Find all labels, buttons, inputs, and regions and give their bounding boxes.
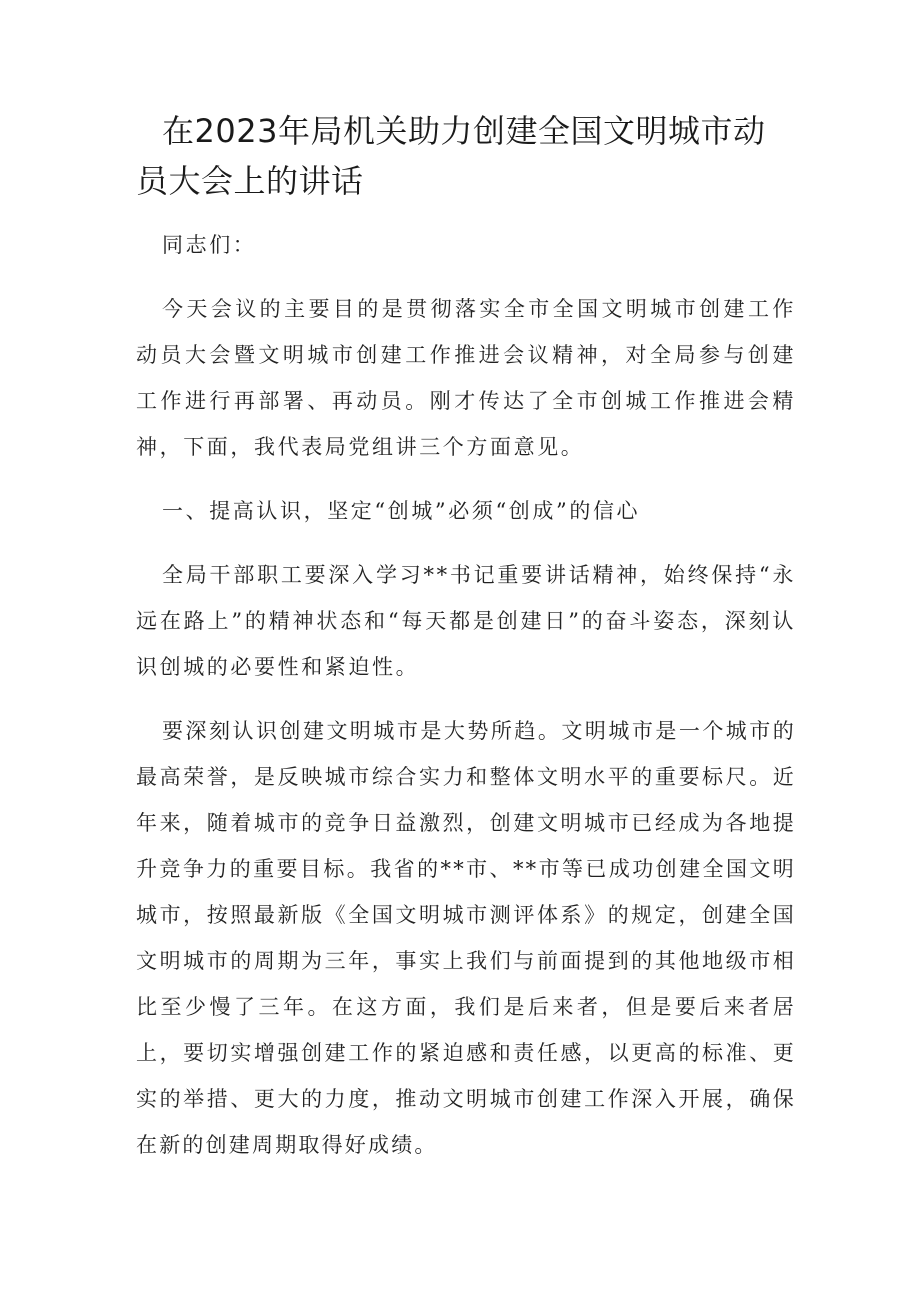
section-heading-1: 一、提高认识，坚定“创城”必须“创成”的信心	[162, 499, 641, 523]
paragraph-study: 全局干部职工要深入学习**书记重要讲话精神，始终保持“永远在路上”的精神状态和“每天都是创建日”的奋斗姿态，深刻认识创城的必要性和紧迫性。	[136, 563, 796, 679]
document-title: 在2023年局机关助力创建全国文明城市动员大会上的讲话	[136, 112, 766, 200]
salutation: 同志们：	[162, 233, 257, 257]
document-body	[136, 222, 796, 1186]
paragraph-intro: 今天会议的主要目的是贯彻落实全市全国文明城市创建工作动员大会暨文明城市创建工作推进会议精神，对全局参与创建工作进行再部署、再动员。刚才传达了全市创城工作推进会精神，下面，我代表局党组讲三个方面意见。	[136, 297, 796, 459]
paragraph-trend: 要深刻认识创建文明城市是大势所趋。文明城市是一个城市的最高荣誉，是反映城市综合实力和整体文明水平的重要标尺。近年来，随着城市的竞争日益激烈，创建文明城市已经成为各地提升竞争力的重要目标。我省的**市、**市等已成功创建全国文明城市，按照最新版《全国文明城市测评体系》的规定，创建全国文明城市的周期为三年，事实上我们与前面提到的其他地级市相比至少慢了三年。在这方面，我们是后来者，但是要后来者居上，要切实增强创建工作的紧迫感和责任感，以更高的标准、更实的举措、更大的力度，推动文明城市创建工作深入开展，确保在新的创建周期取得好成绩。	[136, 719, 796, 1157]
